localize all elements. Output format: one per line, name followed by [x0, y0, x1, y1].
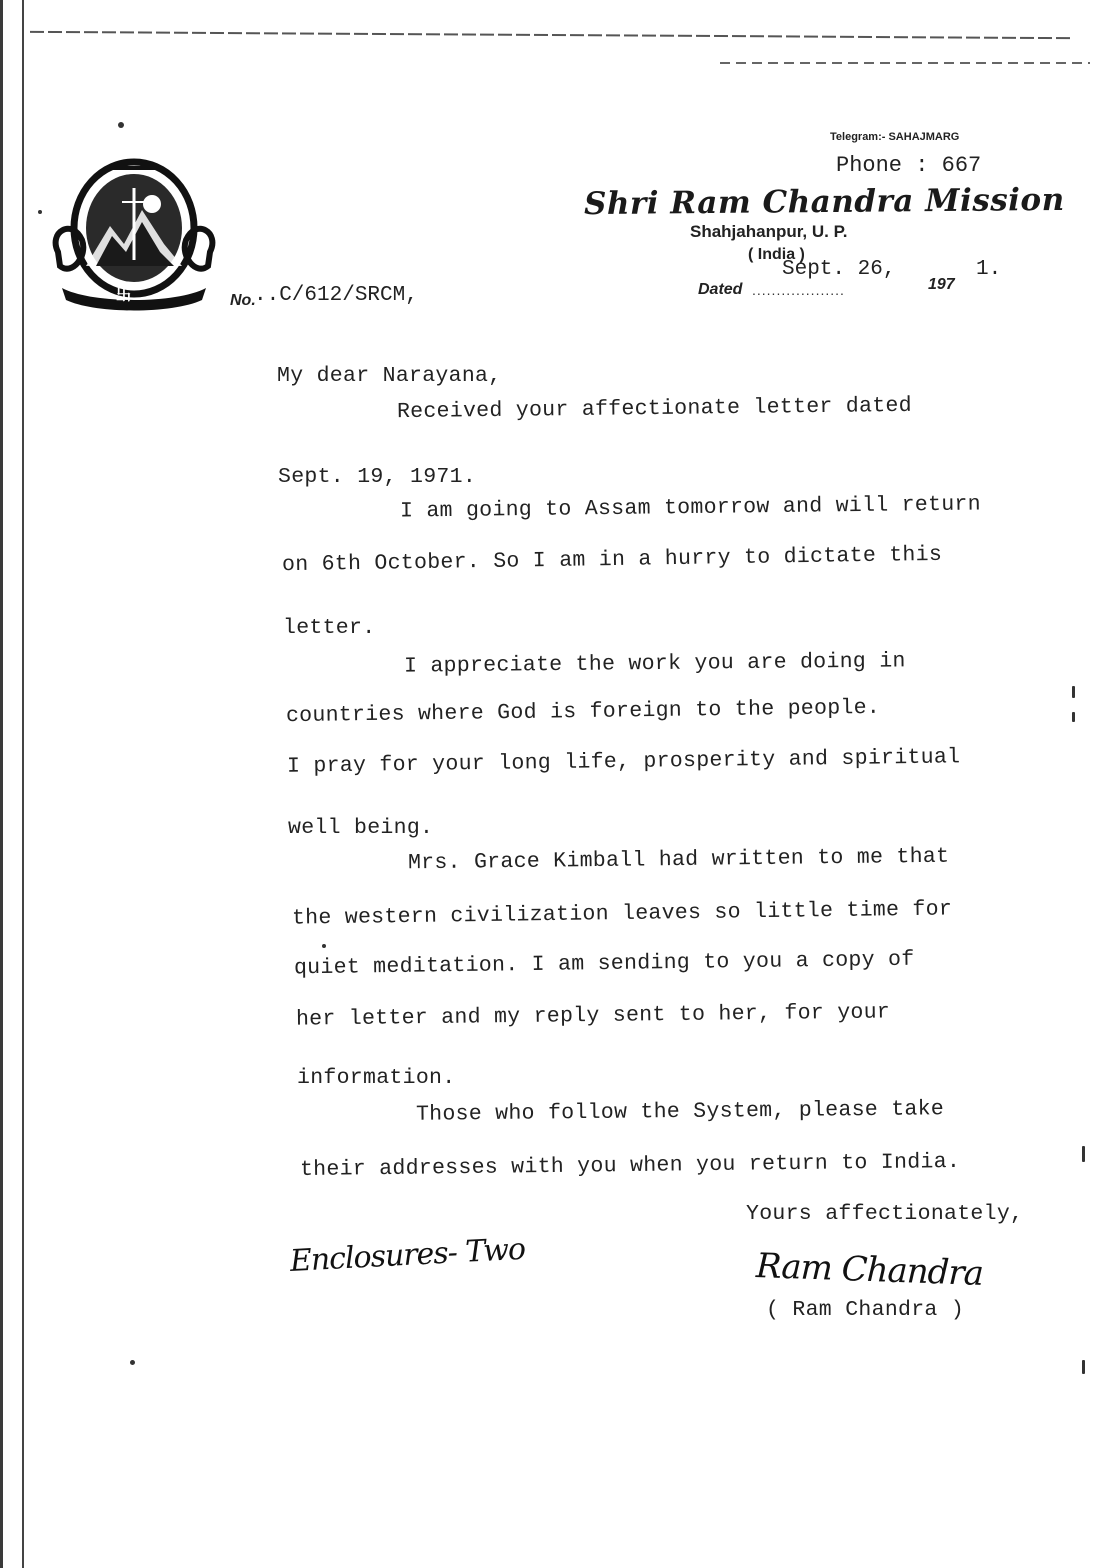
scan-speck [1082, 1146, 1085, 1162]
letter-line: I pray for your long life, prosperity and spiritual [286, 745, 961, 779]
phone-number: Phone : 667 [836, 153, 982, 178]
mission-emblem-icon [52, 148, 216, 316]
letter-line: letter. [283, 616, 376, 640]
scan-speck [1072, 686, 1075, 698]
scan-speck [38, 210, 42, 214]
scan-speck [130, 1360, 135, 1365]
city-address: Shahjahanpur, U. P. [690, 222, 848, 241]
scan-speck [322, 944, 326, 948]
scan-top-rule [30, 31, 1070, 39]
letter-line: her letter and my reply sent to her, for your [295, 1000, 891, 1032]
scan-speck [1082, 1360, 1085, 1374]
letter-line: the western civilization leaves so little time for [291, 897, 953, 931]
letter-line: their addresses with you when you return to India. [299, 1149, 961, 1183]
year-prefix: 197 [928, 276, 955, 293]
letter-line: on 6th October. So I am in a hurry to dictate this [281, 542, 943, 578]
letter-line: information. [297, 1066, 456, 1090]
reference-label: No. [230, 292, 256, 309]
letter-line: Sept. 19, 1971. [278, 465, 477, 489]
scan-left-edge [0, 0, 28, 1568]
letter-line: Mrs. Grace Kimball had written to me that [407, 844, 950, 876]
country-address: ( India ) [748, 246, 805, 263]
salutation: My dear Narayana, [277, 364, 502, 388]
organization-name: Shri Ram Chandra Mission [583, 181, 1065, 223]
letter-line: countries where God is foreign to the people. [285, 695, 881, 729]
dated-dots: ................... [752, 282, 845, 298]
letter-line: quiet meditation. I am sending to you a copy of [293, 947, 915, 981]
scan-speck [1072, 712, 1075, 722]
typed-year-digit: 1. [976, 258, 1002, 281]
letter-line: I appreciate the work you are doing in [403, 649, 906, 679]
svg-text:卐: 卐 [116, 285, 133, 304]
signature-handwritten: Ram Chandra [755, 1246, 984, 1294]
signatory-name: ( Ram Chandra ) [766, 1298, 965, 1322]
dated-label: Dated [698, 281, 743, 298]
scan-top-rule-right [720, 62, 1090, 64]
telegram-address: Telegram:- SAHAJMARG [830, 131, 960, 143]
letter-line: Received your affectionate letter dated [396, 393, 913, 425]
letter-line: well being. [288, 816, 434, 840]
typed-date: Sept. 26, [782, 258, 896, 281]
scan-speck [118, 122, 124, 128]
enclosures-handwritten: Enclosures- Two [289, 1231, 526, 1279]
closing: Yours affectionately, [746, 1202, 1024, 1226]
letter-line: I am going to Assam tomorrow and will return [399, 492, 982, 524]
letter-line: Those who follow the System, please take [415, 1097, 945, 1127]
reference-number: ..C/612/SRCM, [254, 284, 418, 307]
